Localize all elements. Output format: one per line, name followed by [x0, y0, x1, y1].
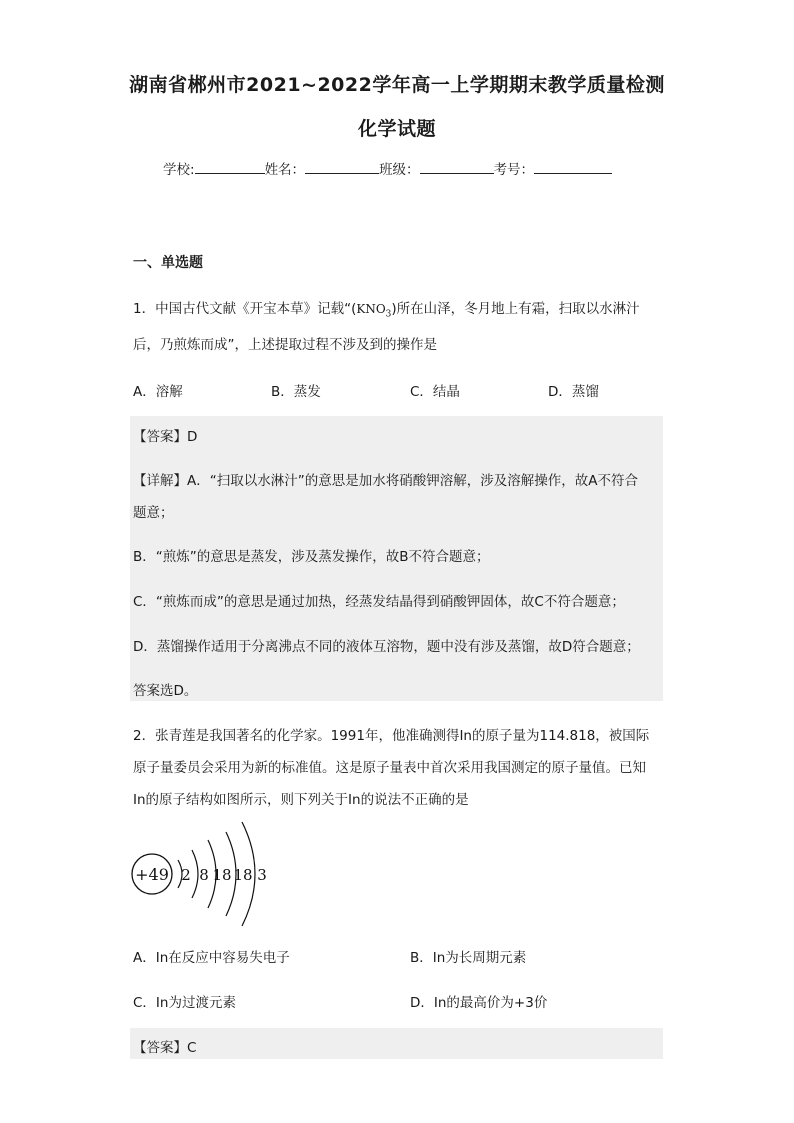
- q1-text-a: 1．中国古代文献《开宝本草》记载“(: [133, 301, 357, 317]
- q1-detail-1a: 【详解】A．“扫取以水淋汁”的意思是加水将硝酸钾溶解，涉及溶解操作，故A不符合: [133, 473, 638, 489]
- name-label: 姓名：: [264, 162, 306, 178]
- q1-detail-4: D．蒸馏操作适用于分离沸点不同的液体互溶物，题中没有涉及蒸馏，故D符合题意；: [133, 639, 640, 655]
- q1-detail-1b: 题意；: [133, 505, 174, 521]
- kno3-formula: [356, 302, 392, 320]
- q1-line2: 后，乃煎炼而成”，上述提取过程不涉及到的操作是: [133, 337, 437, 353]
- q1-text-b: )所在山泽，冬月地上有霜，扫取以水淋汁: [391, 301, 640, 317]
- q1-option-a[interactable]: A．溶解: [133, 384, 183, 400]
- q2-option-c[interactable]: C．In为过渡元素: [133, 995, 236, 1011]
- formula-sub: 3: [385, 309, 392, 320]
- q1-answer: 【答案】D: [133, 429, 198, 445]
- q2-option-d[interactable]: D．In的最高价为+3价: [410, 995, 548, 1011]
- shell-electrons-5: 3: [257, 866, 267, 884]
- q2-line2: 原子量委员会采用为新的标准值。这是原子量表中首次采用我国测定的原子量值。已知: [133, 760, 646, 776]
- section-heading: 一、单选题: [133, 255, 203, 271]
- q2-line3: In的原子结构如图所示，则下列关于In的说法不正确的是: [133, 792, 469, 808]
- class-label: 班级：: [379, 162, 420, 178]
- q1-detail-2: B．“煎炼”的意思是蒸发，涉及蒸发操作，故B不符合题意；: [133, 549, 490, 565]
- student-info-row: [163, 158, 612, 178]
- q2-answer: 【答案】C: [133, 1040, 197, 1056]
- shell-electrons-4: 18: [233, 866, 253, 884]
- q2-option-b[interactable]: B．In为长周期元素: [410, 950, 527, 966]
- class-blank[interactable]: [420, 159, 494, 174]
- formula-main: KNO: [356, 302, 386, 316]
- school-blank[interactable]: [195, 159, 265, 174]
- shell-arc-2: [192, 850, 198, 898]
- nucleus-charge: +49: [135, 865, 169, 884]
- q1-option-b[interactable]: B．蒸发: [271, 384, 321, 400]
- q1-option-d[interactable]: D．蒸馏: [548, 384, 599, 400]
- shell-electrons-3: 18: [212, 866, 232, 884]
- number-label: 考号：: [493, 162, 535, 178]
- q2-line1: 2．张青莲是我国著名的化学家。1991年，他准确测得In的原子量为114.818，被国际: [133, 728, 650, 744]
- shell-electrons-1: 2: [181, 866, 191, 884]
- number-blank[interactable]: [534, 159, 612, 174]
- q1-line1: [133, 297, 640, 319]
- name-blank[interactable]: [305, 159, 379, 174]
- shell-electrons-2: 8: [199, 866, 209, 884]
- q1-detail-5: 答案选D。: [133, 683, 198, 699]
- school-label: 学校:: [163, 162, 195, 178]
- document-title-line1: 湖南省郴州市2021~2022学年高一上学期期末教学质量检测: [129, 74, 665, 96]
- q1-option-c[interactable]: C．结晶: [410, 384, 460, 400]
- q1-detail-3: C．“煎炼而成”的意思是通过加热，经蒸发结晶得到硝酸钾固体，故C不符合题意；: [133, 594, 625, 610]
- atom-structure-diagram: [128, 818, 278, 930]
- document-title-line2: 化学试题: [357, 118, 436, 140]
- q2-option-a[interactable]: A．In在反应中容易失电子: [133, 950, 290, 966]
- q2-answer-box: [130, 1028, 663, 1059]
